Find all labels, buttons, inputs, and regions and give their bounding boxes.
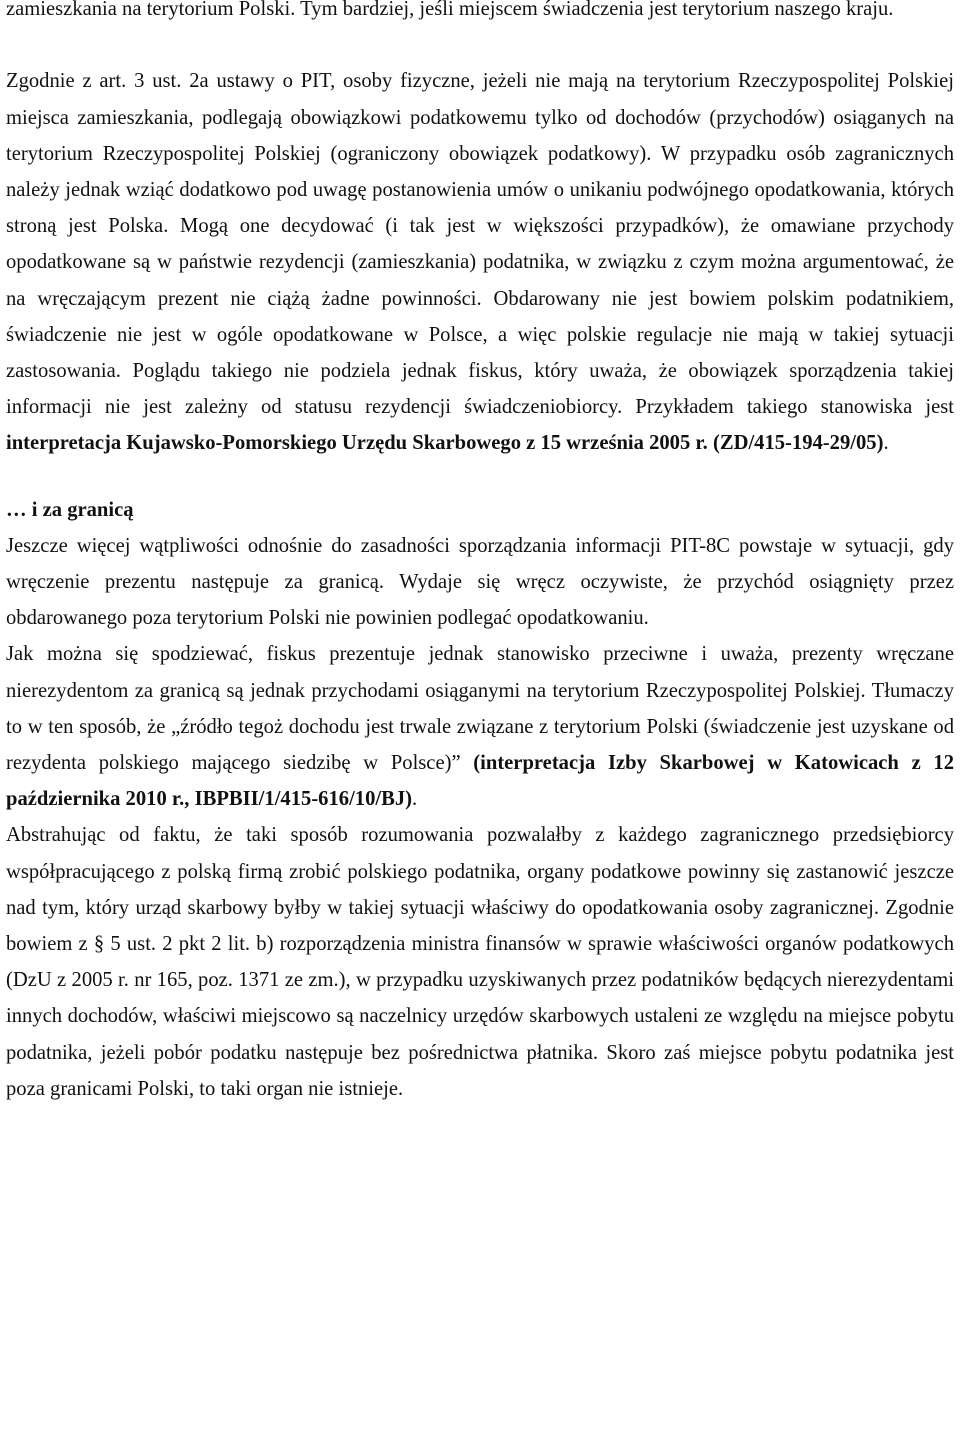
paragraph-fiscal-position (6, 636, 954, 817)
interpretation-reference-katowice: (interpretacja Izby Skarbowej w Katowicach z 12 października 2010 r., IBPBII/1/415-616/10/BJ) (6, 752, 954, 811)
paragraph-fiscal-position-text-b: . (412, 788, 418, 811)
paragraph-fiscal-position-text-a: Jak można się spodziewać, fiskus prezentuje jednak stanowisko przeciwne i uważa, prezenty wręczane nierezydentom za granicą są jednak przychodami osiąganymi na terytorium Rzeczypospolitej Polskiej. Tłumaczy to w ten sposób, że „źródło tegoż dochodu jest trwale związane z terytorium Polski (świadczenie jest uzyskane od rezydenta polskiego mającego siedzibę w Polsce)” (6, 643, 954, 775)
paragraph-gap (6, 27, 954, 63)
paragraph-tax-office: Abstrahując od faktu, że taki sposób rozumowania pozwalałby z każdego zagranicznego przedsiębiorcy współpracującego z polską firmą zrobić polskiego podatnika, organy podatkowe powinny się zastanowić jeszcze nad tym, który urząd skarbowy byłby w takiej sytuacji właściwy do opodatkowania osoby zagranicznej. Zgodnie bowiem z § 5 ust. 2 pkt 2 lit. b) rozporządzenia ministra finansów w sprawie właściwości organów podatkowych (DzU z 2005 r. nr 165, poz. 1371 ze zm.), w przypadku uzyskiwanych przez podatników będących nierezydentami innych dochodów, właściwi miejscowo są naczelnicy urzędów skarbowych ustaleni ze względu na miejsce pobytu podatnika, jeżeli pobór podatku następuje bez pośrednictwa płatnika. Skoro zaś miejsce pobytu podatnika jest poza granicami Polski, to taki organ nie istnieje. (6, 824, 954, 1100)
section-heading: … i za granicą (6, 498, 134, 521)
paragraph-residence-text-b: . (883, 432, 889, 455)
paragraph-residence-text-a: Zgodnie z art. 3 ust. 2a ustawy o PIT, osoby fizyczne, jeżeli nie mają na terytorium Rzeczypospolitej Polskiej miejsca zamieszkania, podlegają obowiązkowi podatkowemu tylko od dochodów (przychodów) osiąganych na terytorium Rzeczypospolitej Polskiej (ograniczony obowiązek podatkowy). W przypadku osób zagranicznych należy jednak wziąć dodatkowo pod uwagę postanowienia umów o unikaniu podwójnego opodatkowania, których stroną jest Polska. Mogą one decydować (i tak jest w większości przypadków), że omawiane przychody opodatkowane są w państwie rezydencji (zamieszkania) podatnika, w związku z czym można argumentować, że na wręczającym prezent nie ciążą żadne powinności. Obdarowany nie jest bowiem polskim podatnikiem, świadczenie nie jest w ogóle opodatkowane w Polsce, a więc polskie regulacje nie mają w takiej sytuacji zastosowania. Poglądu takiego nie podziela jednak fiskus, który uważa, że obowiązek sporządzenia takiej informacji nie jest zależny od statusu rezydencji świadczeniobiorcy. Przykładem takiego stanowiska jest (6, 70, 954, 419)
paragraph-residence (6, 63, 954, 461)
interpretation-reference-bydgoszcz: interpretacja Kujawsko-Pomorskiego Urzędu Skarbowego z 15 września 2005 r. (ZD/415-194-29/05) (6, 432, 884, 455)
section-gap (6, 462, 954, 492)
paragraph-abroad-doubts: Jeszcze więcej wątpliwości odnośnie do zasadności sporządzania informacji PIT-8C powstaje w sytuacji, gdy wręczenie prezentu następuje za granicą. Wydaje się wręcz oczywiste, że przychód osiągnięty przez obdarowanego poza terytorium Polski nie powinien podlegać opodatkowaniu. (6, 534, 954, 630)
paragraph-intro: zamieszkania na terytorium Polski. Tym bardziej, jeśli miejscem świadczenia jest terytorium naszego kraju. (6, 0, 894, 20)
